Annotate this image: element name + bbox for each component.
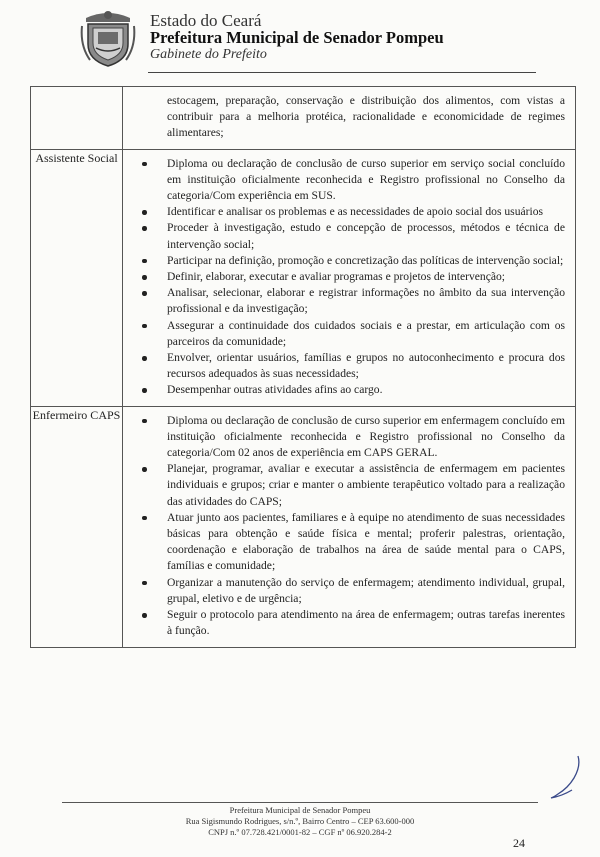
- list-item-text: Proceder à investigação, estudo e concepção de processos, métodos e técnica de intervenção social;: [167, 221, 565, 251]
- letterhead: [0, 0, 600, 80]
- list-item-text: Desempenhar outras atividades afins ao cargo.: [167, 383, 383, 397]
- page-number: 24: [513, 836, 525, 850]
- bullet-icon: [142, 388, 147, 393]
- list-item: [129, 269, 565, 285]
- bullet-icon: [142, 581, 147, 586]
- list-item: [129, 413, 565, 462]
- table-row: [31, 406, 576, 647]
- footer-divider: [62, 802, 538, 803]
- bullet-icon: [142, 275, 147, 280]
- role-cell: Assistente Social: [31, 149, 123, 406]
- description-cell: [123, 149, 576, 406]
- list-item-text: Analisar, selecionar, elaborar e registrar informações no âmbito da sua intervenção profissional e da investigação;: [167, 286, 565, 316]
- bullet-icon: [142, 259, 147, 264]
- bullet-icon: [142, 419, 147, 424]
- list-item: [129, 253, 565, 269]
- description-cell: [123, 87, 576, 150]
- list-item-text: Identificar e analisar os problemas e as necessidades de apoio social dos usuários: [167, 205, 544, 219]
- bullet-icon: [142, 467, 147, 472]
- letterhead-gabinete: Gabinete do Prefeito: [150, 46, 267, 62]
- bullet-icon: [142, 291, 147, 296]
- footer-line: Rua Sigismundo Rodrigues, s/n.º, Bairro Centro – CEP 63.600-000: [185, 816, 415, 826]
- bullet-icon: [142, 356, 147, 361]
- bullet-icon: [142, 162, 147, 167]
- bullet-icon: [142, 324, 147, 329]
- list-item: [129, 350, 565, 382]
- header-divider: [148, 72, 536, 73]
- description-cell: [123, 406, 576, 647]
- table-row: [31, 87, 576, 150]
- list-item-text: Diploma ou declaração de conclusão de curso superior em enfermagem concluído em instituição oficialmente reconhecida e Registro profissional no Conselho da categoria/Com 02 anos de experiência em CAPS GERAL.: [167, 413, 565, 460]
- list-item-text: Envolver, orientar usuários, famílias e grupos no autoconhecimento e procura dos recursos adequados às suas necessidades;: [167, 351, 565, 381]
- bullet-icon: [142, 210, 147, 215]
- list-item-text: Assegurar a continuidade dos cuidados sociais e a prestar, em articulação com os parceiros da comunidade;: [167, 318, 565, 348]
- footer-line: CNPJ n.º 07.728.421/0001-82 – CGF nº 06.920.284-2: [208, 827, 392, 837]
- list-item: [129, 461, 565, 510]
- list-item: [129, 285, 565, 317]
- list-item: [129, 204, 565, 220]
- list-item: [129, 156, 565, 205]
- footer-line: Prefeitura Municipal de Senador Pompeu: [229, 805, 371, 815]
- role-cell: Enfermeiro CAPS: [31, 406, 123, 647]
- letterhead-state: Estado do Ceará: [150, 11, 262, 30]
- bullet-icon: [142, 516, 147, 521]
- bullet-icon: [142, 226, 147, 231]
- list-item: [129, 607, 565, 639]
- signature-mark: [548, 752, 588, 802]
- list-item: [129, 318, 565, 350]
- list-item-text: Participar na definição, promoção e concretização das políticas de intervenção social;: [167, 253, 564, 267]
- table-row: [31, 149, 576, 406]
- list-item: [129, 510, 565, 575]
- letterhead-prefeitura: Prefeitura Municipal de Senador Pompeu: [150, 28, 444, 47]
- duties-list: [129, 413, 565, 640]
- role-cell: [31, 87, 123, 150]
- job-description-table: [30, 86, 576, 648]
- duties-list: [129, 156, 565, 399]
- list-item-text: Seguir o protocolo para atendimento na área de enfermagem; outras tarefas inerentes à função.: [167, 608, 565, 638]
- footer: [0, 805, 600, 838]
- bullet-icon: [142, 613, 147, 618]
- continuation-text: estocagem, preparação, conservação e distribuição dos alimentos, com vistas a contribuir para a melhoria protéica, racionalidade e economicidade de regimes alimentares;: [167, 94, 565, 140]
- list-item: [129, 382, 565, 398]
- list-item-text: Planejar, programar, avaliar e executar a assistência de enfermagem em pacientes individuais e grupos; criar e manter o ambiente terapêutico voltado para a realização das atividades do CAPS;: [167, 462, 565, 508]
- list-item-text: Atuar junto aos pacientes, familiares e à equipe no atendimento de suas necessidades básicas para obtenção e saúde física e mental; proferir palestras, orientação, coordenação e elaboração de trabalhos na área de saúde mental para o CAPS, famílias e comunidade;: [167, 510, 565, 573]
- list-item-text: Diploma ou declaração de conclusão de curso superior em serviço social concluído em instituição oficialmente reconhecida e Registro profissional no Conselho da categoria/Com experiência em SUS.: [167, 156, 565, 203]
- list-item: [129, 220, 565, 252]
- list-item-text: Definir, elaborar, executar e avaliar programas e projetos de intervenção;: [167, 270, 506, 284]
- list-item-text: Organizar a manutenção do serviço de enfermagem; atendimento individual, grupal, grupal, eletivo e de urgência;: [167, 575, 565, 605]
- municipal-coat-of-arms-icon: [80, 10, 136, 68]
- list-item: [129, 575, 565, 607]
